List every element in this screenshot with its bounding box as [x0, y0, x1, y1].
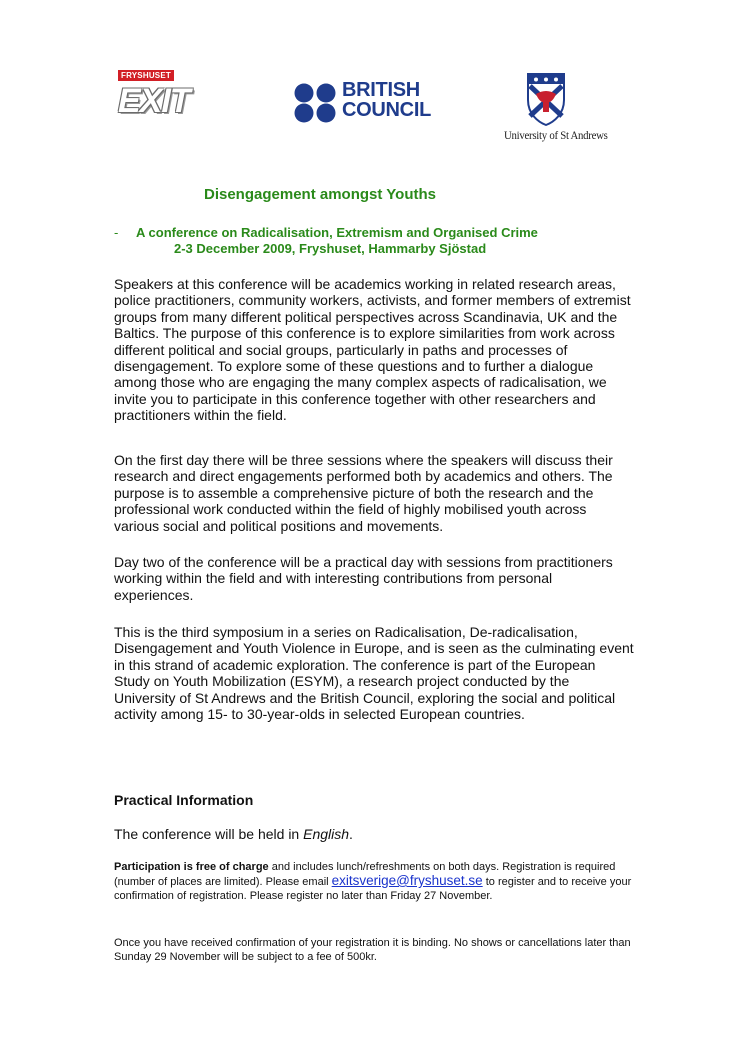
british-council-dots-icon: [294, 82, 338, 124]
practical-info-heading: Practical Information: [114, 792, 254, 808]
st-andrews-wordmark: University of St Andrews: [504, 128, 608, 142]
st-andrews-crest-icon: [526, 72, 566, 126]
paragraph-symposium: This is the third symposium in a series on Radicalisation, De-radicalisation, Disengagement and Youth Violence in Europe, and is seen as the culminating event in this strand of academic exploration. The conference is part of the European Study on Youth Mobilization (ESYM), a research project conducted by the University of St Andrews and the British Council, exploring the social and political activity among 15- to 30-year-olds in selected European countries.: [114, 624, 634, 723]
exit-logo: [118, 70, 228, 122]
registration-email-link[interactable]: exitsverige@fryshuset.se: [331, 873, 483, 888]
language-value: English: [303, 826, 350, 842]
british-council-line1: BRITISH: [342, 79, 420, 101]
document-title: Disengagement amongst Youths: [204, 186, 436, 203]
language-prefix: The conference will be held in: [114, 826, 304, 842]
british-council-wordmark: [342, 80, 431, 120]
subtitle-dash: -: [114, 225, 119, 240]
binding-paragraph: Once you have received confirmation of your registration it is binding. No shows or cancellations later than Sunday 29 November will be subject to a fee of 500kr.: [114, 937, 631, 963]
st-andrews-logo: [500, 72, 608, 150]
subtitle-line-2: 2-3 December 2009, Fryshuset, Hammarby Sjöstad: [174, 241, 487, 256]
exit-logo-tag: FRYSHUSET: [118, 70, 174, 81]
exit-logo-word: EXIT: [118, 82, 190, 120]
participation-text: and includes lunch/refreshments on both days. Registration is required (number of places are limited). Please email: [114, 861, 616, 888]
paragraph-day-one: On the first day there will be three sessions where the speakers will discuss their research and direct engagements performed both by academics and others. The purpose is to assemble a comprehensive picture of both the research and the professional work conducted within the field of highly mobilised youth across various social and political positions and movements.: [114, 452, 613, 534]
participation-end: to register and to receive your confirmation of registration. Please register no later than Friday 27 November.: [114, 876, 632, 902]
language-line: [114, 826, 353, 842]
paragraph-day-two: Day two of the conference will be a practical day with sessions from practitioners working within the field and with interesting contributions from personal experiences.: [114, 554, 613, 603]
british-council-logo: [294, 80, 444, 124]
british-council-line2: COUNCIL: [342, 99, 432, 121]
paragraph-intro: Speakers at this conference will be academics working in related research areas, police practitioners, community workers, activists, and former members of extremist groups from many different political perspectives across Scandinavia, UK and the Baltics. The purpose of this conference is to explore similarities from work across different political and social groups, particularly in paths and processes of disengagement. To explore some of these questions and to further a dialogue among those who are engaging the many complex aspects of radicalisation, we invite you to participate in this conference together with other researchers and practitioners within the field.: [114, 276, 631, 424]
participation-paragraph: [114, 860, 634, 903]
participation-bold: Participation is free of charge: [114, 861, 269, 873]
language-suffix: .: [349, 826, 353, 842]
subtitle-line-1: A conference on Radicalisation, Extremism and Organised Crime: [136, 225, 538, 240]
